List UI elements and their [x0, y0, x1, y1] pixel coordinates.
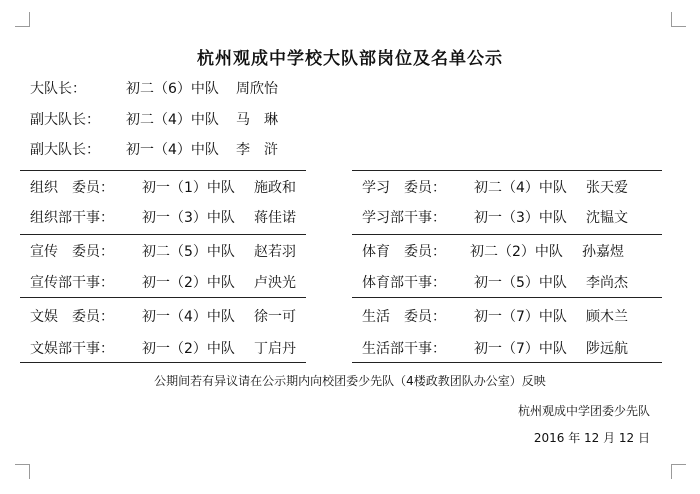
dept-name: 陟远航 — [586, 341, 628, 357]
dept-unit: 初一（7）中队 — [474, 341, 567, 357]
dept-name: 张天爱 — [586, 180, 628, 196]
divider-right — [352, 234, 662, 235]
leader-name: 马 琳 — [236, 112, 278, 128]
dept-role: 组织 委员： — [30, 180, 114, 196]
dept-role: 宣传 委员： — [30, 244, 114, 260]
dept-role: 生活 委员： — [362, 309, 446, 325]
dept-unit: 初一（4）中队 — [142, 309, 235, 325]
dept-name: 卢泱光 — [254, 275, 296, 291]
leader-role: 副大队长： — [30, 112, 100, 128]
dept-role: 学习部干事： — [362, 210, 446, 226]
dept-unit: 初一（1）中队 — [142, 180, 235, 196]
dept-unit: 初一（3）中队 — [474, 210, 567, 226]
crop-mark-top-left — [15, 12, 30, 27]
crop-mark-bottom-right — [671, 464, 686, 479]
dept-unit: 初一（2）中队 — [142, 341, 235, 357]
dept-name: 孙嘉煜 — [582, 244, 624, 260]
leader-role: 副大队长： — [30, 142, 100, 158]
divider-left — [20, 170, 306, 171]
dept-role: 体育 委员： — [362, 244, 446, 260]
dept-unit: 初二（5）中队 — [142, 244, 235, 260]
divider-right — [352, 170, 662, 171]
divider-left — [20, 297, 306, 298]
divider-right — [352, 362, 662, 363]
page-title: 杭州观成中学校大队部岗位及名单公示 — [197, 49, 503, 69]
dept-name: 顾木兰 — [586, 309, 628, 325]
dept-name: 李尚杰 — [586, 275, 628, 291]
dept-unit: 初一（7）中队 — [474, 309, 567, 325]
divider-left — [20, 362, 306, 363]
dept-role: 文娱 委员： — [30, 309, 114, 325]
leader-unit: 初二（4）中队 — [126, 112, 219, 128]
dept-unit: 初二（4）中队 — [474, 180, 567, 196]
dept-role: 体育部干事： — [362, 275, 446, 291]
dept-role: 生活部干事： — [362, 341, 446, 357]
dept-unit: 初一（3）中队 — [142, 210, 235, 226]
dept-role: 学习 委员： — [362, 180, 446, 196]
crop-mark-top-right — [671, 12, 686, 27]
dept-name: 施政和 — [254, 180, 296, 196]
dept-name: 丁启丹 — [254, 341, 296, 357]
leader-name: 周欣怡 — [236, 81, 278, 97]
dept-unit: 初二（2）中队 — [470, 244, 563, 260]
divider-left — [20, 234, 306, 235]
crop-mark-bottom-left — [15, 464, 30, 479]
signature: 杭州观成中学团委少先队 — [517, 404, 650, 418]
dept-name: 徐一可 — [254, 309, 296, 325]
dept-unit: 初一（2）中队 — [142, 275, 235, 291]
dept-role: 组织部干事： — [30, 210, 114, 226]
notice-text: 公期间若有异议请在公示期内向校团委少先队（4楼政教团队办公室）反映 — [154, 374, 546, 388]
divider-right — [352, 297, 662, 298]
dept-name: 蒋佳诺 — [254, 210, 296, 226]
dept-role: 文娱部干事： — [30, 341, 114, 357]
date: 2016 年 12 月 12 日 — [533, 431, 650, 445]
leader-role: 大队长： — [30, 81, 86, 97]
leader-unit: 初一（4）中队 — [126, 142, 219, 158]
dept-name: 赵若羽 — [254, 244, 296, 260]
dept-role: 宣传部干事： — [30, 275, 114, 291]
leader-unit: 初二（6）中队 — [126, 81, 219, 97]
dept-unit: 初一（5）中队 — [474, 275, 567, 291]
dept-name: 沈韫文 — [586, 210, 628, 226]
leader-name: 李 浒 — [236, 142, 278, 158]
